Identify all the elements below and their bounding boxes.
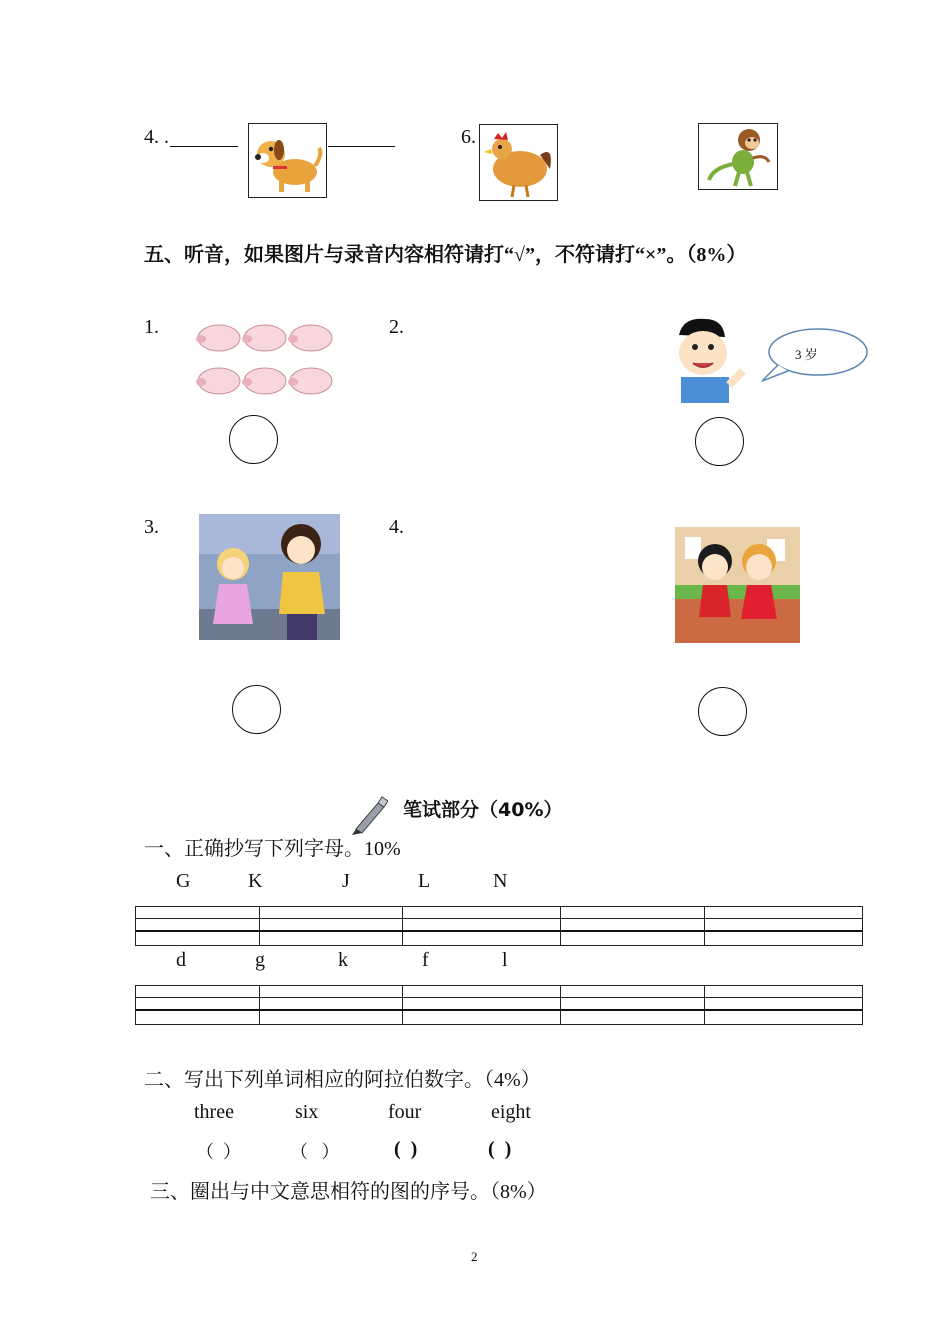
letter-l: l — [502, 949, 508, 971]
dog-picture — [248, 123, 327, 198]
written-part-title: 笔试部分（40%） — [403, 799, 563, 821]
word-six: six — [295, 1101, 319, 1123]
word-four: four — [388, 1101, 422, 1123]
boy-picture — [663, 313, 763, 403]
letter-K: K — [248, 870, 263, 892]
letter-N: N — [493, 870, 508, 892]
letter-G: G — [176, 870, 191, 892]
page-number: 2 — [471, 1249, 478, 1264]
two-girls-picture — [675, 527, 800, 643]
letter-L: L — [418, 870, 431, 892]
answer-bracket-1[interactable]: （ ） — [196, 1142, 241, 1162]
pen-icon — [348, 795, 388, 835]
item-6-label: 6. — [461, 126, 476, 148]
letter-d: d — [176, 949, 186, 971]
letter-f: f — [422, 949, 429, 971]
letter-J: J — [342, 870, 350, 892]
answer-circle-1[interactable] — [229, 415, 278, 464]
q1-heading: 一、正确抄写下列字母。10% — [144, 838, 401, 860]
q3-heading: 三、圈出与中文意思相符的图的序号。（8%） — [150, 1181, 547, 1203]
section-5-heading: 五、听音，如果图片与录音内容相符请打“√”，不符请打“×”。（8%） — [144, 244, 747, 266]
answer-circle-2[interactable] — [695, 417, 744, 466]
girl-and-woman-picture — [199, 514, 340, 640]
word-three: three — [194, 1101, 234, 1123]
item-4-label: 4. . — [144, 126, 169, 148]
item-1-label: 1. — [144, 316, 159, 338]
answer-bracket-3[interactable]: ( ) — [394, 1138, 418, 1160]
letter-g: g — [255, 949, 265, 971]
answer-circle-4[interactable] — [698, 687, 747, 736]
speech-bubble — [760, 327, 870, 383]
q2-heading: 二、写出下列单词相应的阿拉伯数字。（4%） — [144, 1069, 541, 1091]
monkey-picture — [698, 123, 778, 190]
answer-blank — [170, 146, 238, 147]
item-3-label: 3. — [144, 516, 159, 538]
word-eight: eight — [491, 1101, 531, 1123]
answer-bracket-2[interactable]: （ ） — [290, 1142, 340, 1162]
item-4-label-section5: 4. — [389, 516, 404, 538]
item-2-label: 2. — [389, 316, 404, 338]
letter-k: k — [338, 949, 348, 971]
answer-bracket-4[interactable]: ( ) — [488, 1138, 512, 1160]
hen-picture — [479, 124, 558, 201]
writing-grid-uppercase[interactable] — [135, 906, 863, 946]
answer-blank — [328, 146, 395, 147]
writing-grid-lowercase[interactable] — [135, 985, 863, 1025]
pigs-picture — [193, 319, 339, 403]
answer-circle-3[interactable] — [232, 685, 281, 734]
speech-bubble-text: 3 岁 — [795, 347, 818, 362]
